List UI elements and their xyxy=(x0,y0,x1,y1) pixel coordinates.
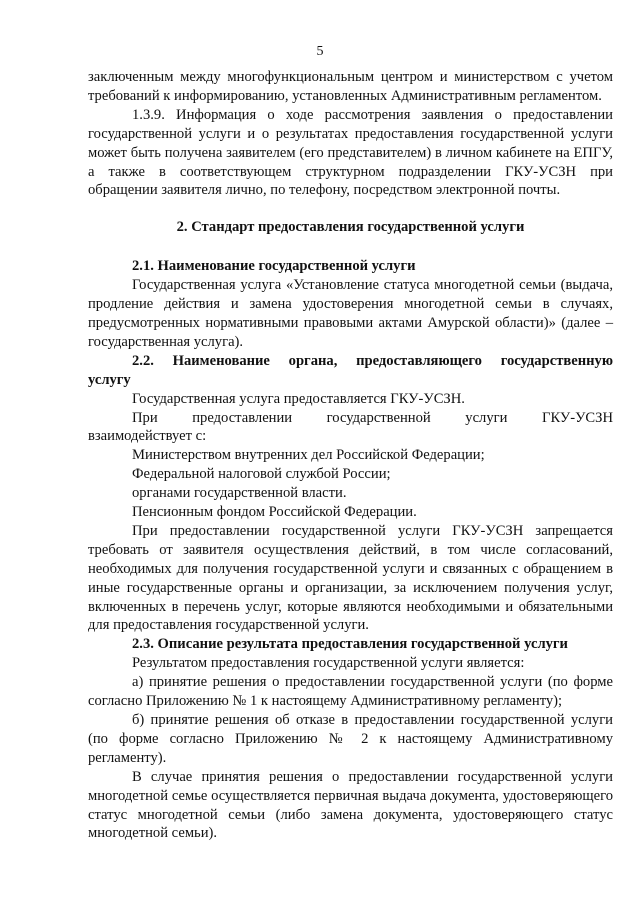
paragraph-2-2-provider: Государственная услуга предоставляется ГКУ-УСЗН. xyxy=(132,390,465,407)
list-item: Федеральной налоговой службой России; xyxy=(132,466,391,483)
paragraph-2-2-interaction-line1: При предоставлении государственной услуги ГКУ-УСЗН xyxy=(132,409,613,426)
list-item: органами государственной власти. xyxy=(132,485,347,502)
paragraph-2-3-item-a: а) принятие решения о предоставлении государственной услуги (по форме согласно Приложению № 1 к настоящему Административному регламенту); xyxy=(88,674,613,710)
paragraph-2-3-result: Результатом предоставления государственной услуги является: xyxy=(132,655,525,672)
paragraph-2-3-issuance: В случае принятия решения о предоставлении государственной услуги многодетной семье осуществляется первичная выдача документа, удостоверяющего статус многодетной семьи (либо замена документа, удостоверяющего статус многодетной семьи). xyxy=(88,768,613,842)
paragraph-2-3-item-b: б) принятие решения об отказе в предоставлении государственной услуги (по форме согласно Приложению № 2 к настоящему Административному регламенту). xyxy=(88,712,613,766)
heading-2-3: 2.3. Описание результата предоставления государственной услуги xyxy=(132,636,568,653)
heading-2-1: 2.1. Наименование государственной услуги xyxy=(132,258,416,275)
document-body xyxy=(88,68,613,843)
paragraph-intro: заключенным между многофункциональным центром и министерством с учетом требований к информированию, установленных Административным регламентом. xyxy=(88,69,613,104)
list-item: Министерством внутренних дел Российской Федерации; xyxy=(132,447,485,464)
paragraph-2-2-prohibition: При предоставлении государственной услуги ГКУ-УСЗН запрещается требовать от заявителя осуществления действий, в том числе согласований, необходимых для получения государственной услуги и связанных с обращением в иные государственные органы и организации, за исключением получения услуг, включенных в перечень услуг, которые являются необходимыми и обязательными для предоставления государственной услуги. xyxy=(88,522,613,634)
paragraph-2-1: Государственная услуга «Установление статуса многодетной семьи (выдача, продление действия и замена удостоверения многодетной семьи в случаях, предусмотренных нормативными правовыми актами Амурской области)» (далее – государственная услуга). xyxy=(88,277,613,350)
section-2-title: 2. Стандарт предоставления государственной услуги xyxy=(176,219,525,236)
list-item: Пенсионным фондом Российской Федерации. xyxy=(132,504,417,521)
paragraph-1-3-9: 1.3.9. Информация о ходе рассмотрения заявления о предоставлении государственной услуги и о результатах предоставления государственной услуги может быть получена заявителем (его представителем) в личном кабинете на ЕПГУ, а также в соответствующем структурном подразделении ГКУ-УСЗН при обращении заявителя лично, по телефону, посредством электронной почты. xyxy=(88,106,613,199)
page-number: 5 xyxy=(316,44,324,59)
heading-2-2-line2: услугу xyxy=(88,371,131,388)
paragraph-2-2-interaction-line2: взаимодействует с: xyxy=(88,428,207,445)
heading-2-2-line1: 2.2. Наименование органа, предоставляющего государственную xyxy=(132,352,613,369)
